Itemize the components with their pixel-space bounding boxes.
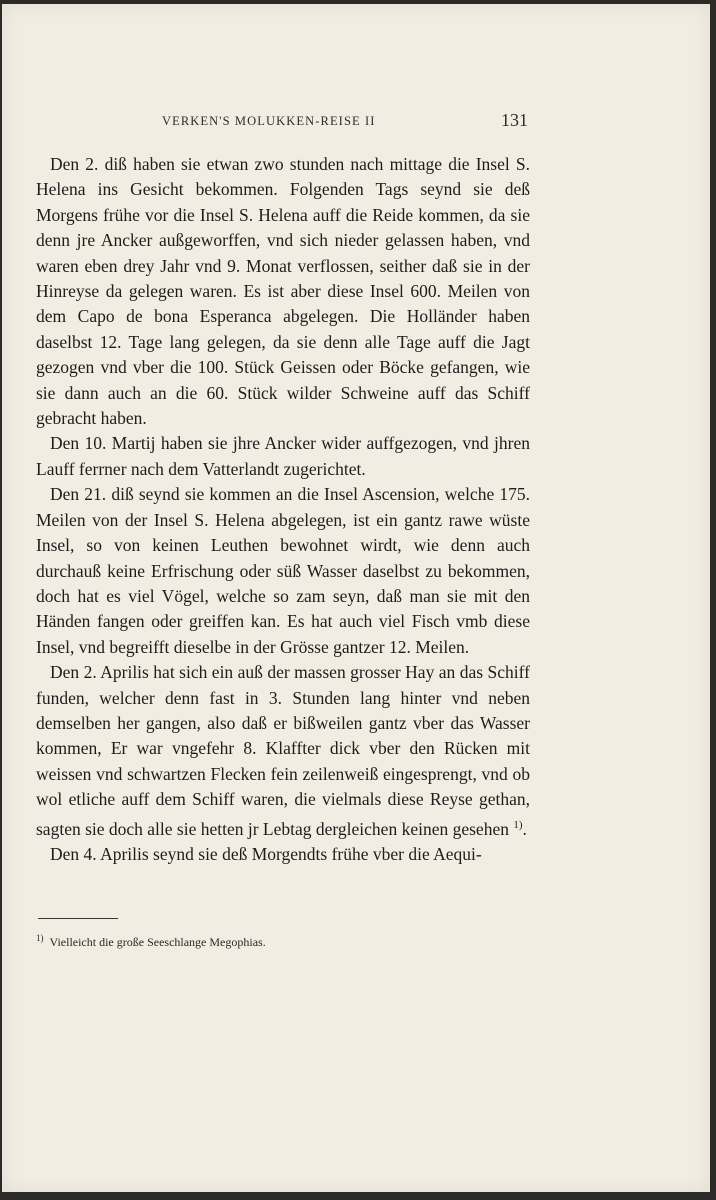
paragraph-end: . [522, 818, 527, 839]
footnote-marker: 1) [36, 933, 44, 943]
paragraph-text: Den 2. Aprilis hat sich ein auß der massen grosser Hay an das Schiff funden, welcher denn fast in 3. Stunden lang hinter vnd neben demselben her gangen, also daß er bißweilen gantz vber das Wasser kommen, Er war vngefehr 8. Klaffter dick vber den Rücken mit weissen vnd schwartzen Flecken fein zeilenweiß eingesprengt, vnd ob wol etliche auff dem Schiff waren, die vielmals diese Reyse gethan, sagten sie doch alle sie hetten jr Lebtag dergleichen keinen gesehen [36, 662, 530, 839]
running-title: VERKEN'S MOLUKKEN-REISE II [162, 114, 376, 128]
book-page [2, 4, 710, 1192]
paragraph [36, 660, 530, 842]
body-text [36, 152, 530, 867]
page-number: 131 [501, 110, 528, 130]
paragraph: Den 21. diß seynd sie kommen an die Insel Ascension, welche 175. Meilen von der Insel S. Helena abgelegen, ist ein gantz rawe wüste Insel, so von keinen Leuthen bewohnet wirdt, wie denn auch durchauß keine Erfrischung oder süß Wasser daselbst zu bekommen, doch hat es viel Vögel, welche so zam seyn, daß man sie mit den Händen fangen oder greiffen kan. Es hat auch viel Fisch vmb diese Insel, vnd begreifft dieselbe in der Grösse gantzer 12. Meilen. [36, 484, 530, 657]
paragraph: Den 4. Aprilis seynd sie deß Morgendts frühe vber die Aequi- [50, 843, 482, 864]
paragraph: Den 2. diß haben sie etwan zwo stunden nach mittage die Insel S. Helena ins Gesicht bekommen. Folgenden Tags seynd sie deß Morgens frühe vor die Insel S. Helena auff die Reide kommen, da sie denn jre Ancker außgeworffen, vnd sich nieder gelassen haben, vnd waren eben drey Jahr vnd 9. Monat verflossen, seither daß sie in der Hinreyse da gelegen waren. Es ist aber diese Insel 600. Meilen von dem Capo de bona Esperanca abgelegen. Die Holländer haben daselbst 12. Tage lang gelegen, da sie denn alle Tage auff die Jagt gezogen vnd vber die 100. Stück Geissen oder Böcke gefangen, wie sie dann auch an die 60. Stück wilder Schweine auff das Schiff gebracht haben. [36, 154, 530, 429]
footnote [36, 933, 530, 950]
footnote-reference: 1) [513, 818, 523, 831]
paragraph: Den 10. Martij haben sie jhre Ancker wider auffgezogen, vnd jhren Lauff ferrner nach dem Vatterlandt zugerichtet. [36, 433, 530, 479]
footnote-text: Vielleicht die große Seeschlange Megophias. [49, 935, 266, 949]
footnote-divider [38, 918, 118, 919]
page-header [36, 110, 532, 134]
